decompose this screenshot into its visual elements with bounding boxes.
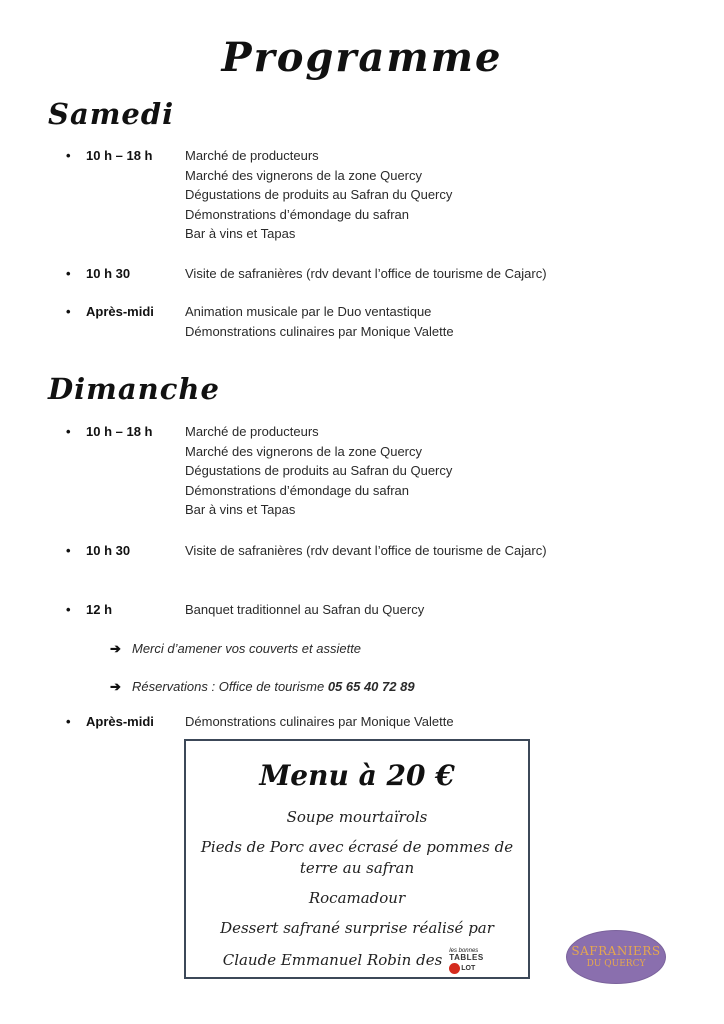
event-row-samedi-market — [66, 146, 724, 244]
note-prefix: Réservations : Office de tourisme — [132, 679, 328, 694]
event-description — [185, 302, 694, 341]
event-line: Dégustations de produits au Safran du Quercy — [185, 187, 453, 202]
event-line: Visite de safranières (rdv devant l’office de tourisme de Cajarc) — [185, 542, 547, 558]
event-description — [185, 264, 694, 284]
event-line: Démonstrations culinaires par Monique Valette — [185, 713, 454, 729]
event-row-samedi-visite — [66, 264, 724, 284]
event-line: Démonstrations d’émondage du safran — [185, 206, 410, 222]
event-row-dimanche-apresmidi — [66, 712, 724, 732]
event-time: 10 h – 18 h — [86, 148, 153, 163]
menu-box — [184, 739, 530, 979]
bullet-icon: • — [66, 602, 71, 617]
bonnes-tables-logo-bottom — [449, 963, 491, 974]
bonnes-tables-logo-mid: TABLES — [449, 953, 484, 962]
phone-number: 05 65 40 72 89 — [327, 679, 415, 694]
event-description — [185, 541, 694, 561]
event-time: 10 h – 18 h — [86, 424, 153, 439]
menu-item-credit — [196, 948, 518, 974]
event-row-dimanche-banquet — [66, 600, 724, 620]
safraniers-du-quercy-logo — [566, 930, 666, 984]
bonnes-tables-logo-lot: LOT — [461, 965, 476, 972]
event-time: 10 h 30 — [86, 265, 131, 281]
event-line: Bar à vins et Tapas — [185, 502, 296, 517]
bullet-icon: • — [66, 424, 71, 439]
arrow-icon: ➔ — [110, 640, 121, 656]
heading-dimanche: Dimanche — [48, 372, 220, 406]
menu-title: Menu à 20 € — [259, 759, 455, 792]
event-line: Bar à vins et Tapas — [185, 226, 296, 241]
bonnes-tables-lot-logo — [449, 948, 491, 974]
logo-line1: SAFRANIERS — [571, 944, 661, 958]
heading-samedi: Samedi — [48, 97, 175, 131]
bonnes-tables-logo-top: les bonnes — [449, 948, 479, 954]
event-line: Dégustations de produits au Safran du Quercy — [185, 463, 453, 478]
event-time: 10 h 30 — [86, 542, 131, 558]
event-description — [185, 422, 694, 520]
bullet-icon: • — [66, 148, 71, 163]
note-text: Merci d’amener vos couverts et assiette — [132, 640, 362, 656]
event-line: Animation musicale par le Duo ventastique — [185, 304, 432, 319]
event-line: Marché de producteurs — [185, 424, 319, 439]
event-description — [185, 600, 694, 620]
event-time: Après-midi — [86, 304, 154, 319]
arrow-icon: ➔ — [110, 679, 121, 694]
menu-item-pieds-de-porc: Pieds de Porc avec écrasé de pommes de terre au safran — [200, 838, 514, 877]
event-line: Visite de safranières (rdv devant l’office de tourisme de Cajarc) — [185, 265, 547, 281]
note-couverts — [110, 639, 724, 659]
bullet-icon: • — [66, 265, 71, 281]
event-time: Après-midi — [86, 713, 154, 729]
event-line: Marché des vignerons de la zone Quercy — [185, 167, 423, 183]
event-row-samedi-apresmidi — [66, 302, 724, 341]
bullet-icon: • — [66, 304, 71, 319]
event-time: 12 h — [86, 602, 113, 617]
menu-credit-text: Claude Emmanuel Robin des — [222, 951, 443, 969]
page-title: Programme — [221, 34, 503, 81]
event-line: Marché de producteurs — [185, 148, 319, 163]
event-description — [185, 712, 694, 732]
event-line: Démonstrations culinaires par Monique Valette — [185, 323, 454, 339]
event-line: Marché des vignerons de la zone Quercy — [185, 443, 423, 459]
event-description — [185, 146, 694, 244]
menu-item-rocamadour: Rocamadour — [308, 889, 406, 907]
logo-line2: DU QUERCY — [586, 959, 646, 969]
note-reservations — [110, 677, 724, 697]
event-row-dimanche-market — [66, 422, 724, 520]
red-dot-icon — [449, 963, 460, 974]
menu-item-dessert: Dessert safrané surprise réalisé par — [220, 919, 494, 937]
event-line: Banquet traditionnel au Safran du Quercy — [185, 602, 425, 617]
event-line: Démonstrations d’émondage du safran — [185, 482, 410, 498]
menu-item-soupe: Soupe mourtaïrols — [286, 808, 428, 826]
bullet-icon: • — [66, 542, 71, 558]
event-row-dimanche-visite — [66, 541, 724, 561]
bullet-icon: • — [66, 713, 71, 729]
note-text — [132, 677, 415, 697]
